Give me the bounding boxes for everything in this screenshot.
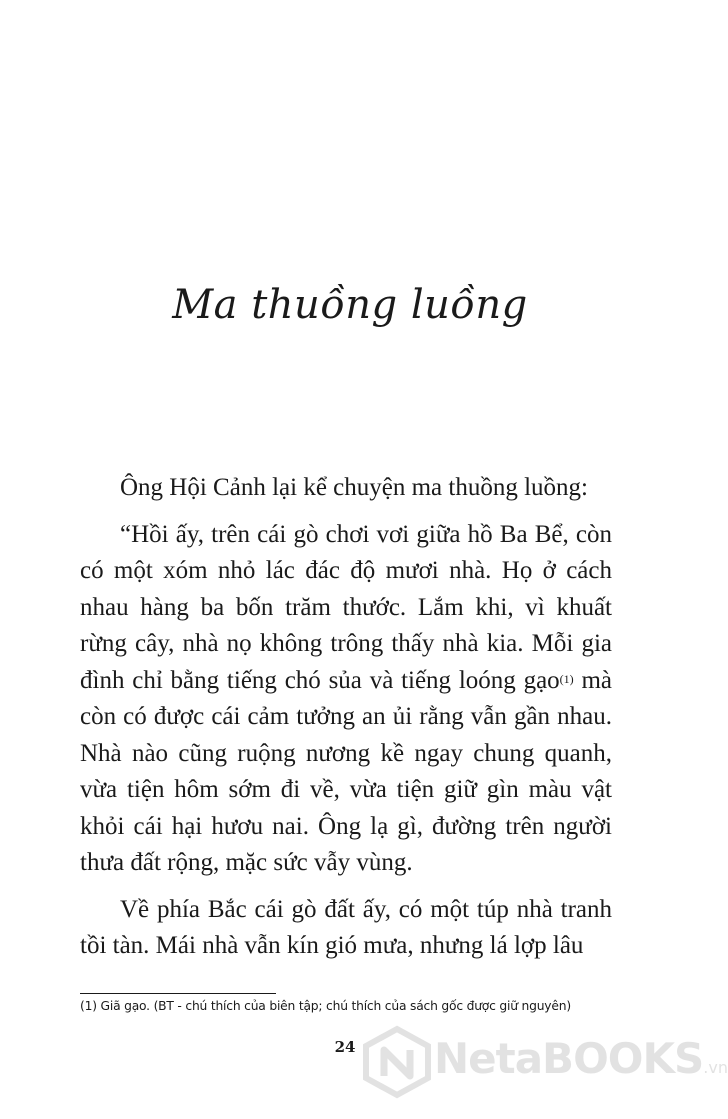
footnote: (1) Giã gạo. (BT - chú thích của biên tập; chú thích của sách gốc được giữ nguyên) xyxy=(80,999,571,1013)
paragraph-text-part: “Hồi ấy, trên cái gò chơi vơi giữa hồ Ba Bể, còn có một xóm nhỏ lác đác độ mươi nhà. Họ ở cách nhau hàng ba bốn trăm thước. Lắm khi, vì khuất rừng cây, nhà nọ không trông thấy nhà kia. Mỗi gia đình chỉ bằng tiếng chó sủa và tiếng loóng gạo xyxy=(80,520,612,694)
netabooks-logo-icon xyxy=(362,1026,432,1098)
footnote-divider xyxy=(80,993,276,994)
watermark-brand: NetaBOOKS xyxy=(434,1034,704,1083)
paragraph-story-start xyxy=(80,517,612,882)
watermark-text xyxy=(434,1034,728,1083)
page-number: 24 xyxy=(334,1038,356,1056)
paragraph-north-house: Về phía Bắc cái gò đất ấy, có một túp nhà tranh tồi tàn. Mái nhà vẫn kín gió mưa, nhưng lá lợp lâu xyxy=(80,895,612,959)
footnote-reference: (1) xyxy=(559,671,574,686)
watermark xyxy=(362,1022,728,1102)
watermark-suffix: .vn xyxy=(703,1058,728,1077)
chapter-title: Ma thuồng luồng xyxy=(172,282,528,328)
paragraph-text-part: mà còn có được cái cảm tưởng an ủi rằng vẫn gần nhau. Nhà nào cũng ruộng nương kề ngay chung quanh, vừa tiện hôm sớm đi về, vừa tiện giữ gìn màu vật khỏi cái hại hươu nai. Ông lạ gì, đường trên người thưa đất rộng, mặc sức vẫy vùng. xyxy=(80,666,612,876)
paragraph-intro: Ông Hội Cảnh lại kể chuyện ma thuồng luồng: xyxy=(120,474,588,501)
body-text xyxy=(80,470,612,965)
